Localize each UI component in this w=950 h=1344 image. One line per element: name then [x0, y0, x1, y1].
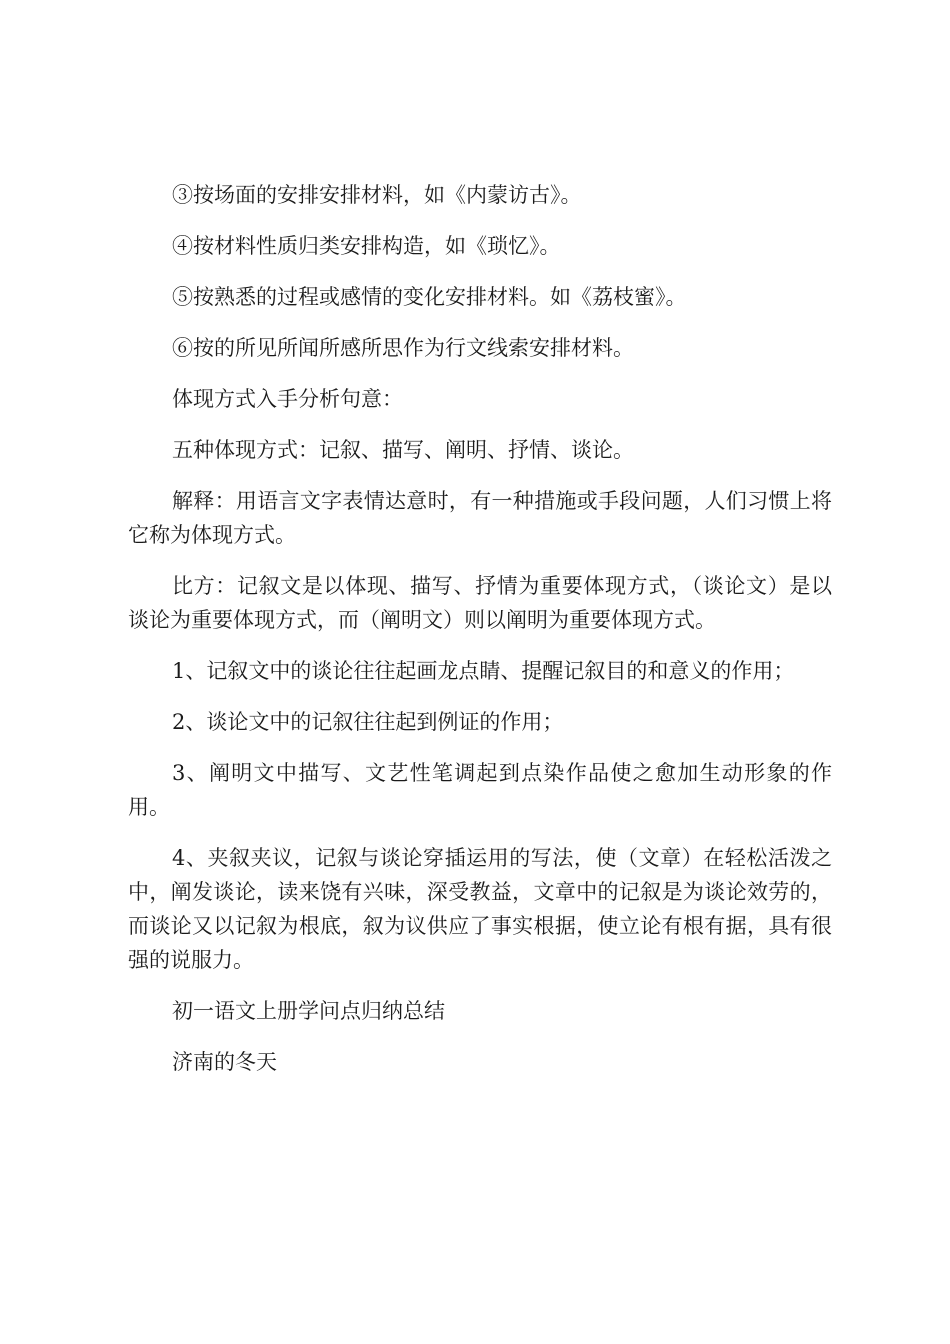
paragraph-point-4: 4、夹叙夹议，记叙与谈论穿插运用的写法，使（文章）在轻松活泼之中，阐发谈论，读来饶有兴味，深受教益，文章中的记叙是为谈论效劳的，而谈论又以记叙为根底，叙为议供应了事实根据，使立论有根有据，具有很强的说服力。	[128, 846, 832, 972]
document-body	[128, 178, 832, 1096]
paragraph-five-modes: 五种体现方式：记叙、描写、阐明、抒情、谈论。	[172, 438, 634, 462]
paragraph-expression-heading: 体现方式入手分析句意：	[172, 387, 403, 411]
paragraph-example: 比方：记叙文是以体现、描写、抒情为重要体现方式，（谈论文）是以谈论为重要体现方式，而（阐明文）则以阐明为重要体现方式。	[128, 574, 832, 632]
section-title: 初一语文上册学问点归纳总结	[172, 999, 445, 1023]
paragraph-point-1: 1、记叙文中的谈论往往起画龙点睛、提醒记叙目的和意义的作用；	[172, 659, 795, 683]
paragraph-method-5: ⑤按熟悉的过程或感情的变化安排材料。如《荔枝蜜》。	[172, 285, 687, 309]
paragraph-explanation: 解释：用语言文字表情达意时，有一种措施或手段问题，人们习惯上将它称为体现方式。	[128, 489, 832, 547]
paragraph-method-6: ⑥按的所见所闻所感所思作为行文线索安排材料。	[172, 336, 634, 360]
paragraph-method-4: ④按材料性质归类安排构造，如《琐忆》。	[172, 234, 561, 258]
lesson-title: 济南的冬天	[172, 1050, 277, 1074]
paragraph-method-3: ③按场面的安排安排材料，如《内蒙访古》。	[172, 183, 582, 207]
paragraph-point-3: 3、阐明文中描写、文艺性笔调起到点染作品使之愈加生动形象的作用。	[128, 761, 832, 819]
paragraph-point-2: 2、谈论文中的记叙往往起到例证的作用；	[172, 710, 564, 734]
